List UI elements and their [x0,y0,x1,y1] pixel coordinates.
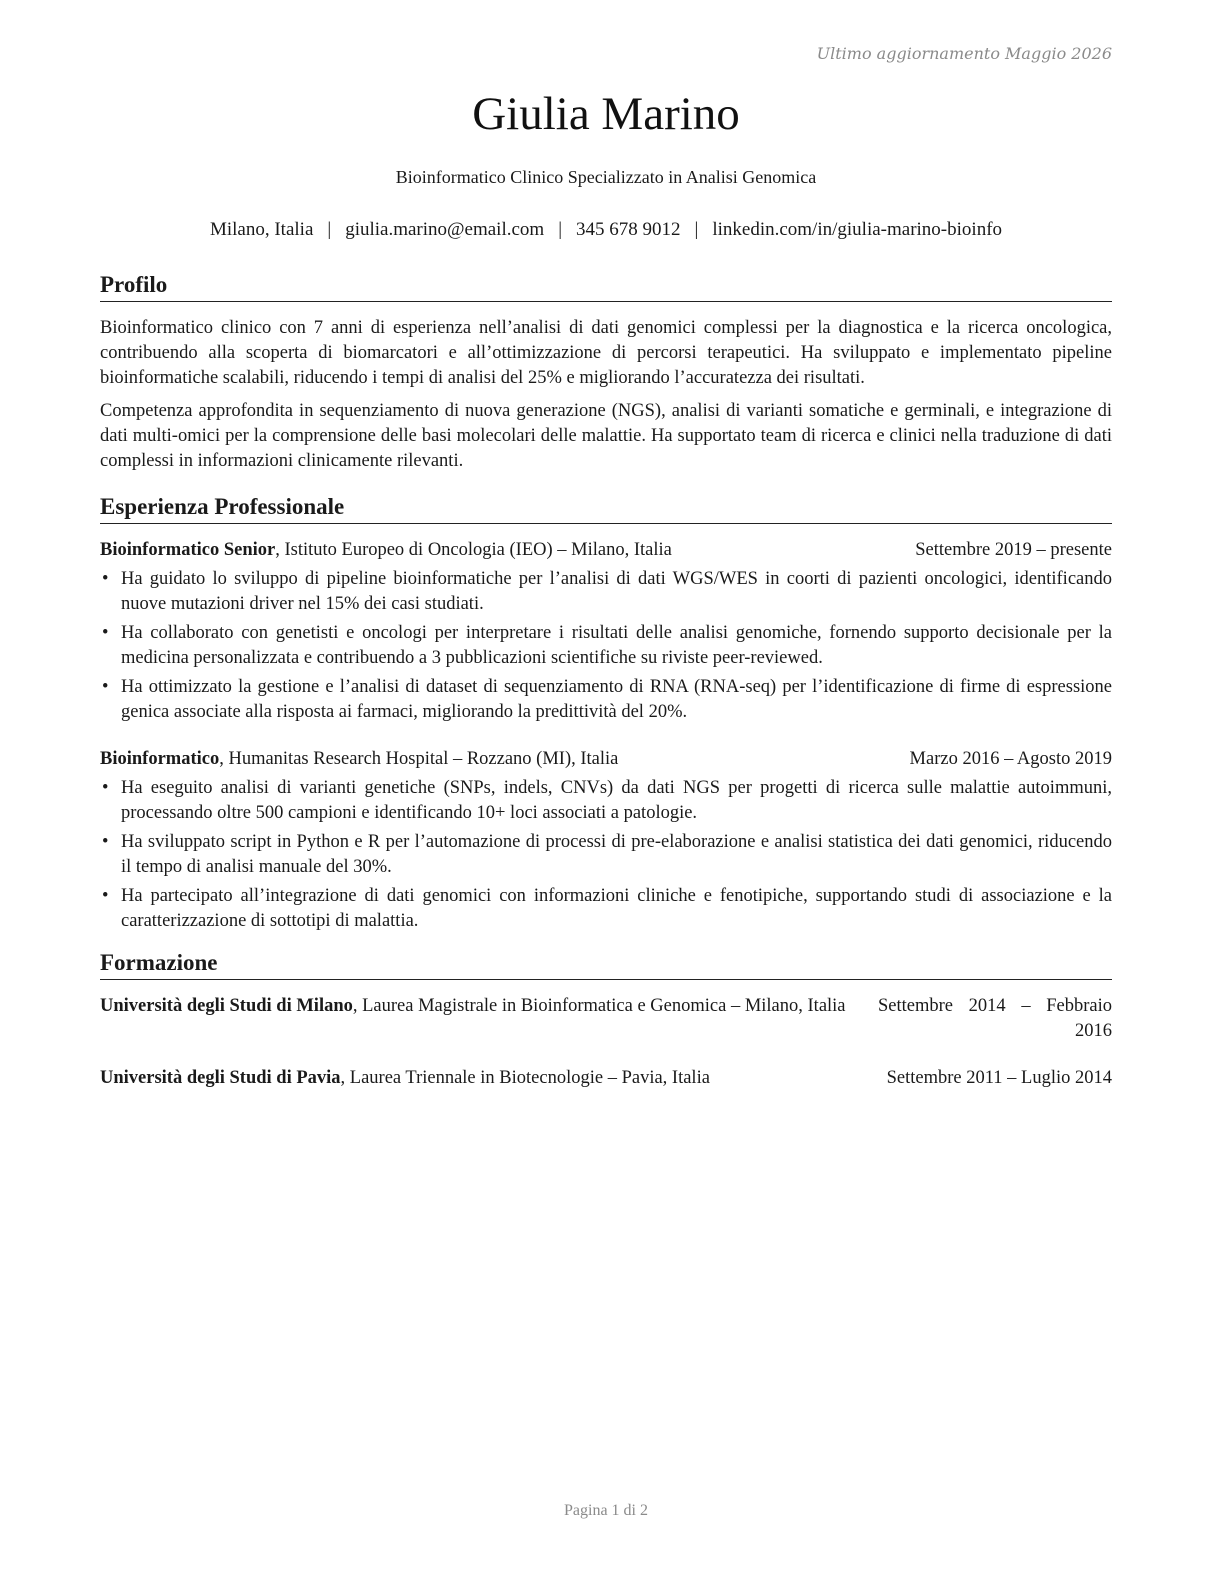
education-detail: , Laurea Magistrale in Bioinformatica e Genomica – Milano, Italia [352,996,846,1016]
job-bullet: • Ha guidato lo sviluppo di pipeline bioinformatiche per l’analisi di dati WGS/WES in coorti di pazienti oncologici, identificando nuove mutazioni driver nel 15% dei casi studiati. [100,567,1112,617]
contact-separator: | [694,219,699,240]
job-bullets [100,776,1112,934]
job-header [100,747,1112,772]
section-title-experience: Esperienza Professionale [100,492,1112,524]
job-bullets [100,567,1112,725]
contact-separator: | [558,219,563,240]
resume-content [100,270,1112,1113]
job-org: , Humanitas Research Hospital – Rozzano (MI), Italia [219,749,619,769]
last-updated: Ultimo aggiornamento Maggio 2026 [816,44,1112,63]
job-bullet: • Ha sviluppato script in Python e R per l’automazione di processi di pre-elaborazione e analisi statistica dei dati genomici, riducendo il tempo di analisi manuale del 30%. [100,830,1112,880]
contact-separator: | [327,219,332,240]
page-number: Pagina 1 di 2 [564,1502,648,1519]
job-entry [100,538,1112,725]
job-role: Bioinformatico [100,749,220,769]
education-entry [100,1066,1112,1091]
section-title-profile: Profilo [100,270,1112,302]
contact-phone: 345 678 9012 [576,219,681,240]
contact-email[interactable]: giulia.marino@email.com [345,219,545,240]
education-detail: , Laurea Triennale in Biotecnologie – Pavia, Italia [340,1068,710,1088]
education-dates: Settembre 2014 – Febbraio 2016 [878,996,1112,1041]
education-header [100,994,1112,1044]
resume-page [100,0,1112,1584]
experience-section [100,492,1112,934]
job-bullet: • Ha eseguito analisi di varianti genetiche (SNPs, indels, CNVs) da dati NGS per progetti di ricerca sulle malattie autoimmuni, processando oltre 500 campioni e identificando 10+ loci associati a patologie. [100,776,1112,826]
job-role: Bioinformatico Senior [100,540,276,560]
education-school: Università degli Studi di Milano [100,996,353,1016]
contact-linkedin[interactable]: linkedin.com/in/giulia-marino-bioinfo [712,219,1003,240]
education-dates: Settembre 2011 – Luglio 2014 [886,1068,1112,1088]
job-entry [100,747,1112,934]
education-section [100,948,1112,1091]
job-bullet: • Ha partecipato all’integrazione di dati genomici con informazioni cliniche e fenotipiche, supportando studi di associazione e la caratterizzazione di sottotipi di malattia. [100,884,1112,934]
job-dates: Settembre 2019 – presente [915,540,1112,560]
profile-paragraph: Bioinformatico clinico con 7 anni di esperienza nell’analisi di dati genomici complessi per la diagnostica e la ricerca oncologica, contribuendo alla scoperta di biomarcatori e all’ottimizzazione di percorsi terapeutici. Ha sviluppato e implementato pipeline bioinformatiche scalabili, riducendo i tempi di analisi del 25% e migliorando l’accuratezza dei risultati. [100,318,1112,388]
job-bullet: • Ha collaborato con genetisti e oncologi per interpretare i risultati delle analisi genomiche, fornendo supporto decisionale per la medicina personalizzata e contribuendo a 3 pubblicazioni scientifiche su riviste peer-reviewed. [100,621,1112,671]
job-dates: Marzo 2016 – Agosto 2019 [909,749,1112,769]
profile-section [100,270,1112,474]
candidate-name: Giulia Marino [472,88,740,140]
education-school: Università degli Studi di Pavia [100,1068,341,1088]
contact-line [100,219,1112,241]
candidate-subtitle: Bioinformatico Clinico Specializzato in Analisi Genomica [395,167,817,187]
education-entry [100,994,1112,1044]
profile-paragraph: Competenza approfondita in sequenziamento di nuova generazione (NGS), analisi di varianti somatiche e germinali, e integrazione di dati multi-omici per la comprensione delle basi molecolari delle malattie. Ha supportato team di ricerca e clinici nella traduzione di dati complessi in informazioni clinicamente rilevanti. [100,401,1112,471]
contact-location: Milano, Italia [209,219,314,240]
job-bullet: • Ha ottimizzato la gestione e l’analisi di dataset di sequenziamento di RNA (RNA-seq) per l’identificazione di firme di espressione genica associate alla risposta ai farmaci, migliorando la predittività del 20%. [100,675,1112,725]
job-header [100,538,1112,563]
job-org: , Istituto Europeo di Oncologia (IEO) – Milano, Italia [275,540,672,560]
section-title-education: Formazione [100,948,1112,980]
education-header [100,1066,1112,1091]
